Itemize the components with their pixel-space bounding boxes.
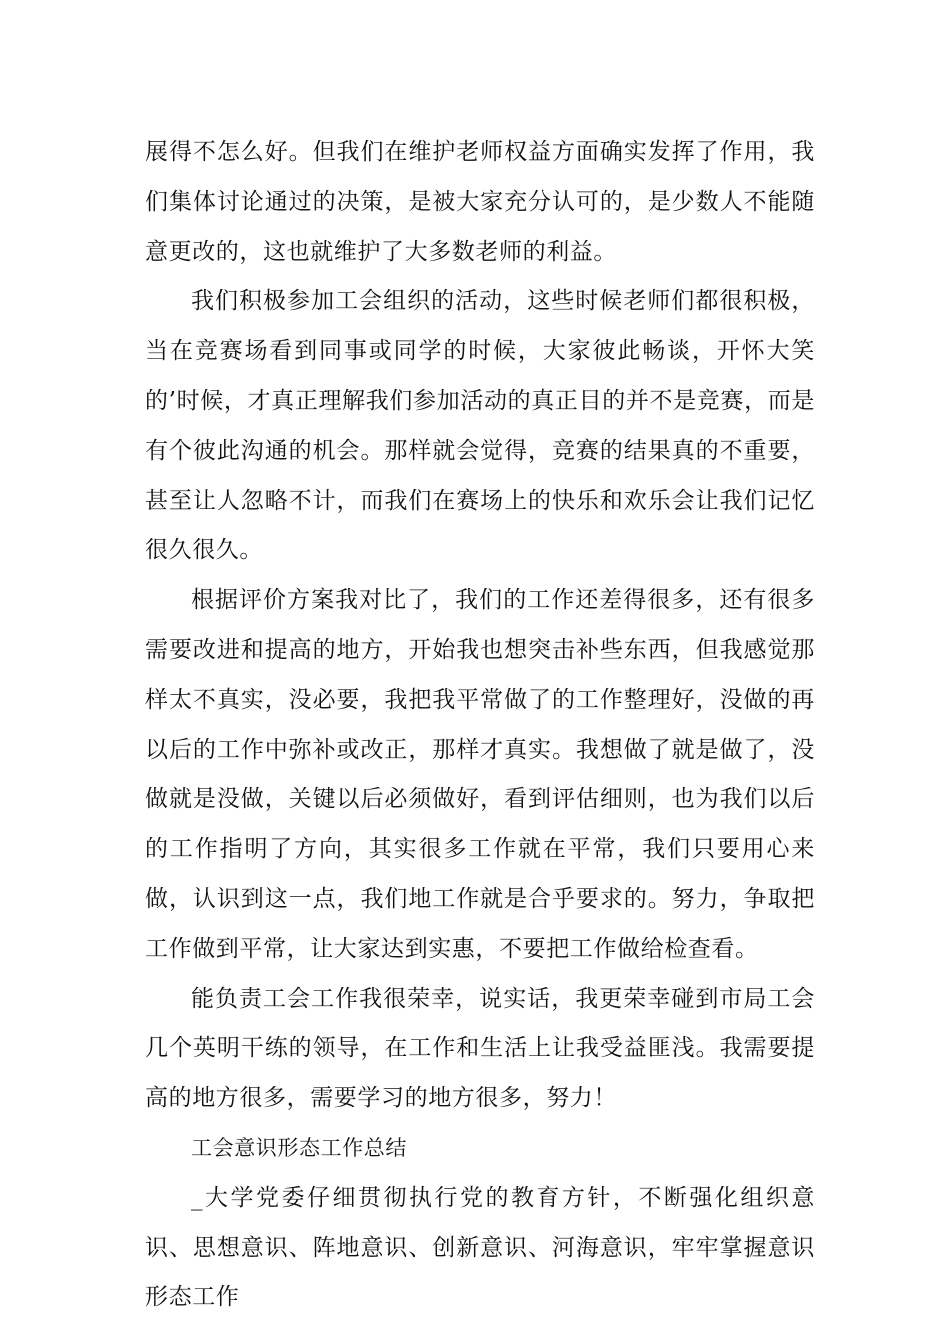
section-title: 工会意识形态工作总结 [191,1135,407,1160]
paragraph-evaluation: 根据评价方案我对比了，我们的工作还差得很多，还有很多需要改进和提高的地方，开始我也想突击补些东西，但我感觉那样太不真实，没必要，我把我平常做了的工作整理好，没做的再以后的工作中弥补或改正，那样才真实。我想做了就是做了，没做就是没做，关键以后必须做好，看到评估细则，也为我们以后的工作指明了方向，其实很多工作就在平常，我们只要用心来做，认识到这一点，我们地工作就是合乎要求的。努力，争取把工作做到平常，让大家达到实惠，不要把工作做给检查看。 [145,587,815,962]
paragraph-activities: 我们积极参加工会组织的活动，这些时候老师们都很积极，当在竞赛场看到同事或同学的时候，大家彼此畅谈，开怀大笑的’时候，才真正理解我们参加活动的真正目的并不是竞赛，而是有个彼此沟通的机会。那样就会觉得，竞赛的结果真的不重要，甚至让人忽略不计，而我们在赛场上的快乐和欢乐会让我们记忆很久很久。 [145,288,815,564]
paragraph-continued: 展得不怎么好。但我们在维护老师权益方面确实发挥了作用，我们集体讨论通过的决策，是被大家充分认可的，是少数人不能随意更改的，这也就维护了大多数老师的利益。 [145,139,815,265]
document-body [145,128,815,1323]
paragraph-closing: 能负责工会工作我很荣幸，说实话，我更荣幸碰到市局工会几个英明干练的领导，在工作和生活上让我受益匪浅。我需要提高的地方很多，需要学习的地方很多，努力！ [145,985,815,1112]
paragraph-ideology: _大学党委仔细贯彻执行党的教育方针，不断强化组织意识、思想意识、阵地意识、创新意识、河海意识，牢牢掌握意识形态工作 [145,1184,815,1311]
